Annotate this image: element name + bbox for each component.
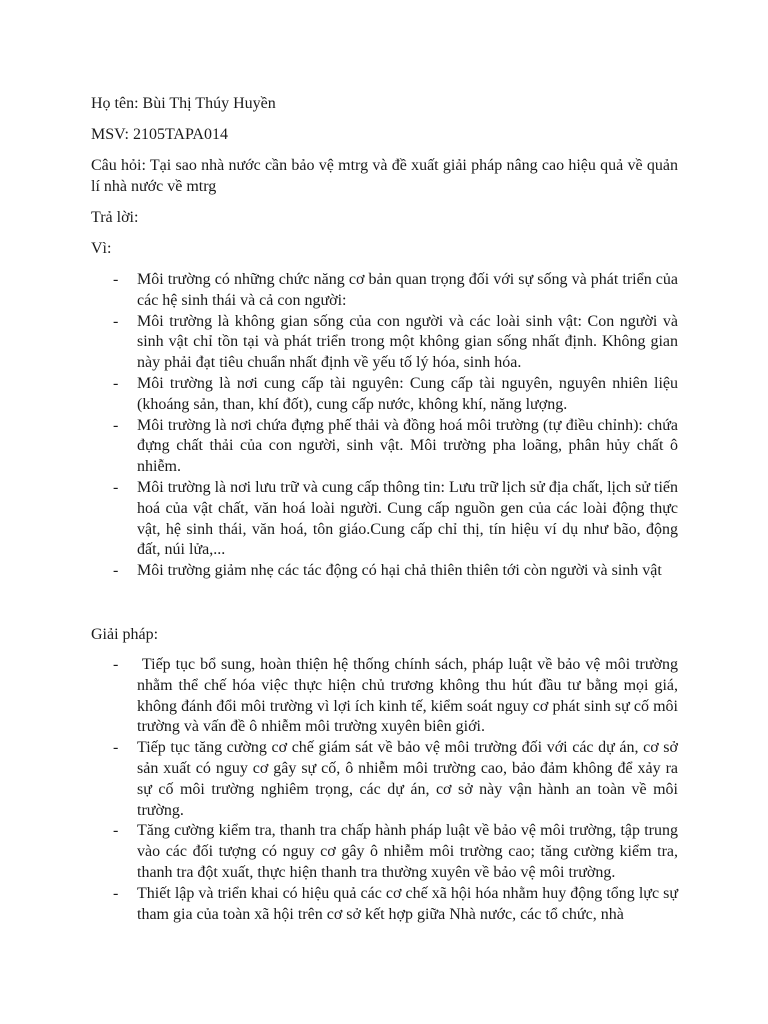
list-item: - Môi trường có những chức năng cơ bản quan trọng đối với sự sống và phát triển của các hệ sinh thái và cả con người: bbox=[91, 270, 678, 312]
list-item: - Môi trường là nơi chứa đựng phế thải và đồng hoá môi trường (tự điều chỉnh): chứa đựng chất thải của con người, sinh vật. Môi trường pha loãng, phân hủy chất ô nhiễm. bbox=[91, 416, 678, 478]
reasons-list bbox=[91, 270, 678, 582]
list-item: - Tăng cường kiểm tra, thanh tra chấp hành pháp luật về bảo vệ môi trường, tập trung vào các đối tượng có nguy cơ gây ô nhiễm môi trường cao; tăng cường kiểm tra, thanh tra đột xuất, thực hiện thanh tra thường xuyên về bảo vệ môi trường. bbox=[91, 821, 678, 883]
question-line: Câu hỏi: Tại sao nhà nước cần bảo vệ mtrg và đề xuất giải pháp nâng cao hiệu quả về quản lí nhà nước về mtrg bbox=[91, 157, 678, 195]
solutions-label: Giải pháp: bbox=[91, 626, 159, 643]
student-name-line: Họ tên: Bùi Thị Thúy Huyền bbox=[91, 95, 276, 112]
list-item: - Thiết lập và triển khai có hiệu quả các cơ chế xã hội hóa nhằm huy động tổng lực sự tham gia của toàn xã hội trên cơ sở kết hợp giữa Nhà nước, các tổ chức, nhà bbox=[91, 884, 678, 926]
list-item: - Tiếp tục bổ sung, hoàn thiện hệ thống chính sách, pháp luật về bảo vệ môi trường nhằm thể chế hóa việc thực hiện chủ trương không thu hút đầu tư bằng mọi giá, không đánh đổi môi trường vì lợi ích kinh tế, kiểm soát nguy cơ phát sinh sự cố môi trường và vấn đề ô nhiễm môi trường xuyên biên giới. bbox=[91, 655, 678, 738]
solutions-list bbox=[91, 655, 683, 925]
list-item: - Tiếp tục tăng cường cơ chế giám sát về bảo vệ môi trường đối với các dự án, cơ sở sản xuất có nguy cơ gây sự cố, ô nhiễm môi trường cao, bảo đảm không để xảy ra sự cố môi trường nghiêm trọng, các dự án, cơ sở này vận hành an toàn về môi trường. bbox=[91, 738, 678, 821]
answer-label: Trả lời: bbox=[91, 209, 139, 226]
list-item: - Môi trường là không gian sống của con người và các loài sinh vật: Con người và sinh vật chỉ tồn tại và phát triển trong một không gian sống nhất định. Không gian này phải đạt tiêu chuẩn nhất định về yếu tố lý hóa, sinh hóa. bbox=[91, 312, 678, 374]
list-item: - Môi trường là nơi lưu trữ và cung cấp thông tin: Lưu trữ lịch sử địa chất, lịch sử tiến hoá của vật chất, văn hoá loài người. Cung cấp nguồn gen của các loài động thực vật, hệ sinh thái, văn hoá, tôn giáo.Cung cấp chỉ thị, tín hiệu ví dụ như bão, động đất, núi lửa,... bbox=[91, 478, 678, 561]
because-label: Vì: bbox=[91, 240, 112, 257]
student-id-line: MSV: 2105TAPA014 bbox=[91, 126, 228, 143]
list-item: - Môi trường giảm nhẹ các tác động có hại chả thiên thiên tới còn người và sinh vật bbox=[91, 561, 678, 582]
list-item: - Môi trường là nơi cung cấp tài nguyên: Cung cấp tài nguyên, nguyên nhiên liệu (khoáng sản, than, khí đốt), cung cấp nước, không khí, năng lượng. bbox=[91, 374, 678, 416]
